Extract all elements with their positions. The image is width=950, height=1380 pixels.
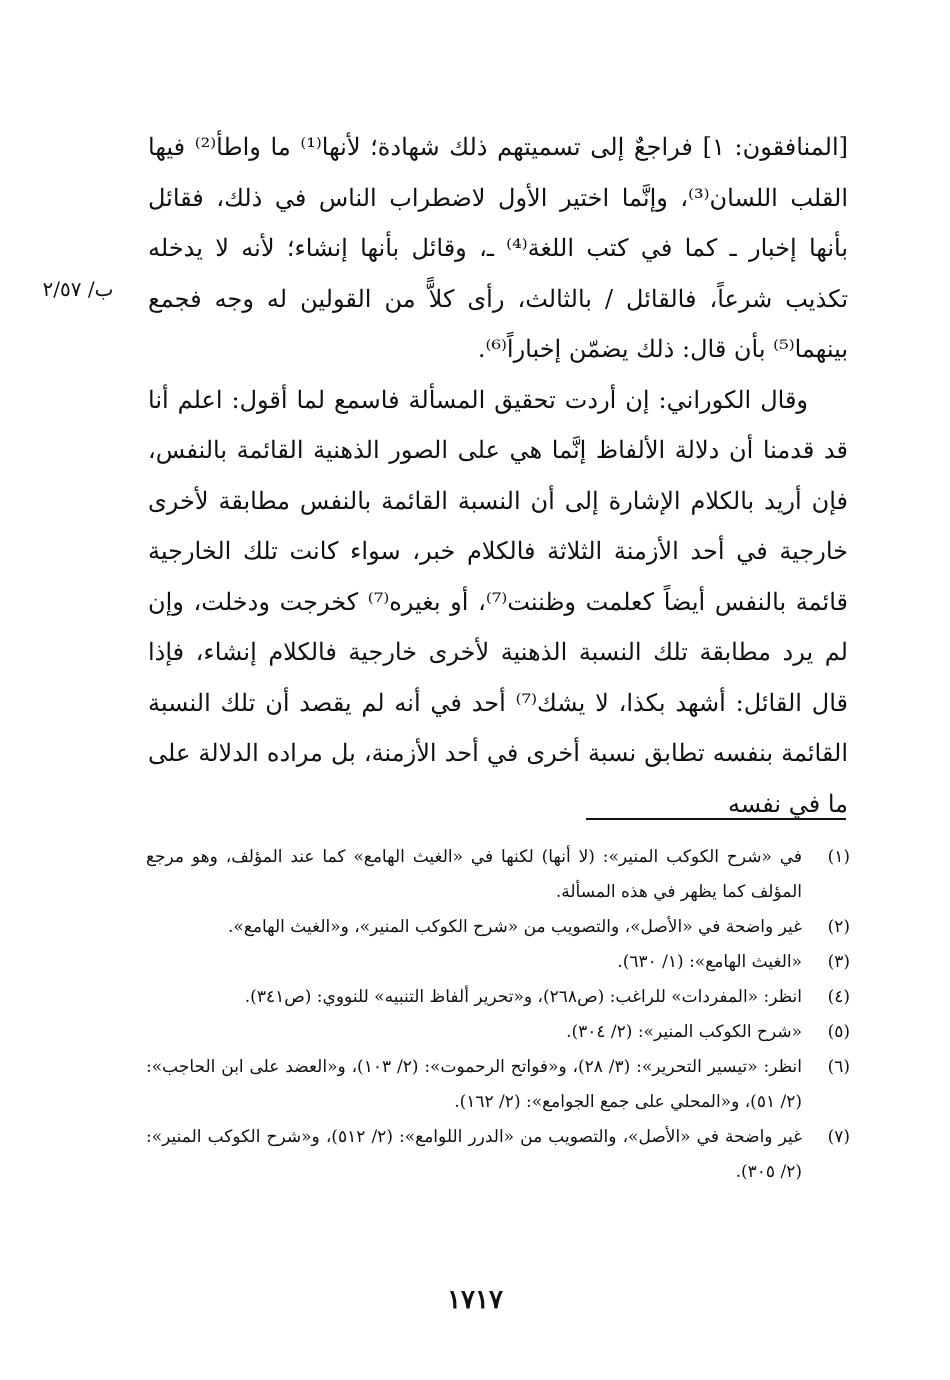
footnote-number: (٢): [827, 917, 850, 937]
footnote: [146, 1120, 850, 1190]
main-text: [148, 122, 848, 829]
footnote: [146, 1050, 850, 1120]
margin-manuscript-reference: ب/ ٢/٥٧: [42, 277, 114, 301]
footnote-number: (٥): [827, 1022, 850, 1042]
footnote-text: انظر: «المفردات» للراغب: (ص٢٦٨)، و«تحرير ألفاظ التنبيه» للنووي: (ص٣٤١).: [244, 987, 802, 1007]
footnote-number: (٣): [827, 952, 850, 972]
footnote-text: «الغيث الهامع»: (١/ ٦٣٠).: [617, 952, 802, 972]
footnote: [146, 1015, 850, 1050]
footnotes: [146, 840, 850, 1190]
footnote-text: في «شرح الكوكب المنير»: (لا أنها) لكنها في «الغيث الهامع» كما عند المؤلف، وهو مرجع المؤلف كما يظهر في هذه المسألة.: [146, 847, 802, 902]
footnote-text: «شرح الكوكب المنير»: (٢/ ٣٠٤).: [566, 1022, 802, 1042]
footnote-number: (٦): [827, 1057, 850, 1077]
footnote: [146, 980, 850, 1015]
footnote: [146, 910, 850, 945]
footnote-number: (٧): [827, 1127, 850, 1147]
footnote-text: غير واضحة في «الأصل»، والتصويب من «شرح الكوكب المنير»، و«الغيث الهامع».: [228, 917, 802, 937]
page-number: ١٧١٧: [447, 1285, 503, 1315]
footnote-text: غير واضحة في «الأصل»، والتصويب من «الدرر اللوامع»: (٢/ ٥١٢)، و«شرح الكوكب المنير»: (٢/ ٣٠٥).: [146, 1127, 802, 1182]
footnote-text: انظر: «تيسير التحرير»: (٣/ ٢٨)، و«فواتح الرحموت»: (٢/ ١٠٣)، و«العضد على ابن الحاجب»: (٢/ ٥١)، و«المحلي على جمع الجوامع»: (٢/ ١٦٢).: [146, 1057, 802, 1112]
paragraph: [المنافقون: ١] فراجعٌ إلى تسميتهم ذلك شهادة؛ لأنها⁽¹⁾ ما واطأ⁽²⁾ فيها القلب اللسان⁽³⁾، وإنَّما اختير الأول لاضطراب الناس في ذلك، فقائل بأنها إخبار ـ كما في كتب اللغة⁽⁴⁾ ـ، وقائل بأنها إنشاء؛ لأنه لا يدخله تكذيب شرعاً، فالقائل / بالثالث، رأى كلاًّ من القولين له وجه فجمع بينهما⁽⁵⁾ بأن قال: ذلك يضمّن إخباراً⁽⁶⁾.: [148, 133, 849, 363]
footnote-number: (١): [827, 847, 850, 867]
footnote: [146, 840, 850, 910]
footnote: [146, 945, 850, 980]
footnote-number: (٤): [827, 987, 850, 1007]
footnote-separator: [586, 818, 846, 820]
paragraph: وقال الكوراني: إن أردت تحقيق المسألة فاسمع لما أقول: اعلم أنا قد قدمنا أن دلالة الألفاظ إنَّما هي على الصور الذهنية القائمة بالنفس، فإن أريد بالكلام الإشارة إلى أن النسبة القائمة بالنفس مطابقة لأخرى خارجية في أحد الأزمنة الثلاثة فالكلام خبر، سواء كانت تلك الخارجية قائمة بالنفس أيضاً كعلمت وظننت⁽⁷⁾، أو بغيره⁽⁷⁾ كخرجت ودخلت، وإن لم يرد مطابقة تلك النسبة الذهنية لأخرى خارجية فالكلام إنشاء، فإذا قال القائل: أشهد بكذا، لا يشك⁽⁷⁾ أحد في أنه لم يقصد أن تلك النسبة القائمة بنفسه تطابق نسبة أخرى في أحد الأزمنة، بل مراده الدلالة على ما في نفسه: [148, 385, 849, 818]
